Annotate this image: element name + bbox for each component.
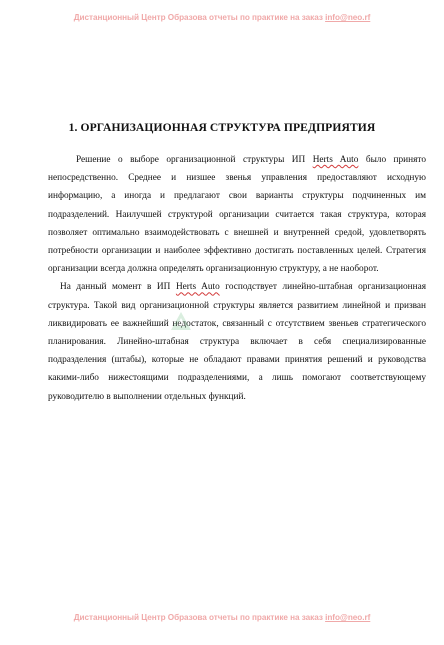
paragraph-2-rest: господствует линейно-штабная организационная структура. Такой вид организационной структуры является развитием линейной и призван ликвидировать ее важнейший недостаток, связанный с отсутствием звеньев стратегического планирования. Линейно-штабная структура включает в себя специализированные подразделения (штабы), которые не обладают правами принятия решений и руководства какими-либо нижестоящими подразделениями, а лишь помогают соответствующему руководителю в выполнении отдельных функций. bbox=[48, 282, 427, 402]
footer-watermark-banner bbox=[0, 613, 444, 622]
company-name: Herts Auto bbox=[312, 155, 359, 165]
paragraph-1-start: Решение о выборе организационной структуры ИП bbox=[76, 155, 313, 165]
body-text bbox=[48, 151, 426, 406]
banner-text: Дистанционный Центр Образова отчеты по практике на заказ bbox=[73, 613, 323, 622]
banner-email: info@neo.rf bbox=[325, 613, 371, 622]
header-watermark-banner bbox=[0, 13, 444, 22]
company-name: Herts Auto bbox=[175, 282, 220, 293]
section-heading: 1. ОРГАНИЗАЦИОННАЯ СТРУКТУРА ПРЕДПРИЯТИЯ bbox=[68, 121, 376, 134]
paragraph-2-start: На данный момент в ИП bbox=[60, 282, 176, 293]
banner-text: Дистанционный Центр Образова отчеты по практике на заказ bbox=[73, 13, 323, 22]
paragraph-2 bbox=[48, 278, 426, 405]
banner-email: info@neo.rf bbox=[325, 13, 371, 22]
paragraph-1-rest: было принято непосредственно. Среднее и низшее звенья управления предоставляют исходную информацию, а иногда и предлагают свои варианты структуры подчиненных им подразделений. Наилучшей структурой организации считается такая структура, которая позволяет оптимально взаимодействовать с внешней и внутренней средой, удовлетворять потребности организации и наиболее эффективно достигать поставленных целей. Стратегия организации всегда должна определять организационную структуру, а не наоборот. bbox=[48, 155, 426, 275]
watermark-logo-icon bbox=[170, 311, 192, 331]
paragraph-1 bbox=[48, 151, 426, 278]
